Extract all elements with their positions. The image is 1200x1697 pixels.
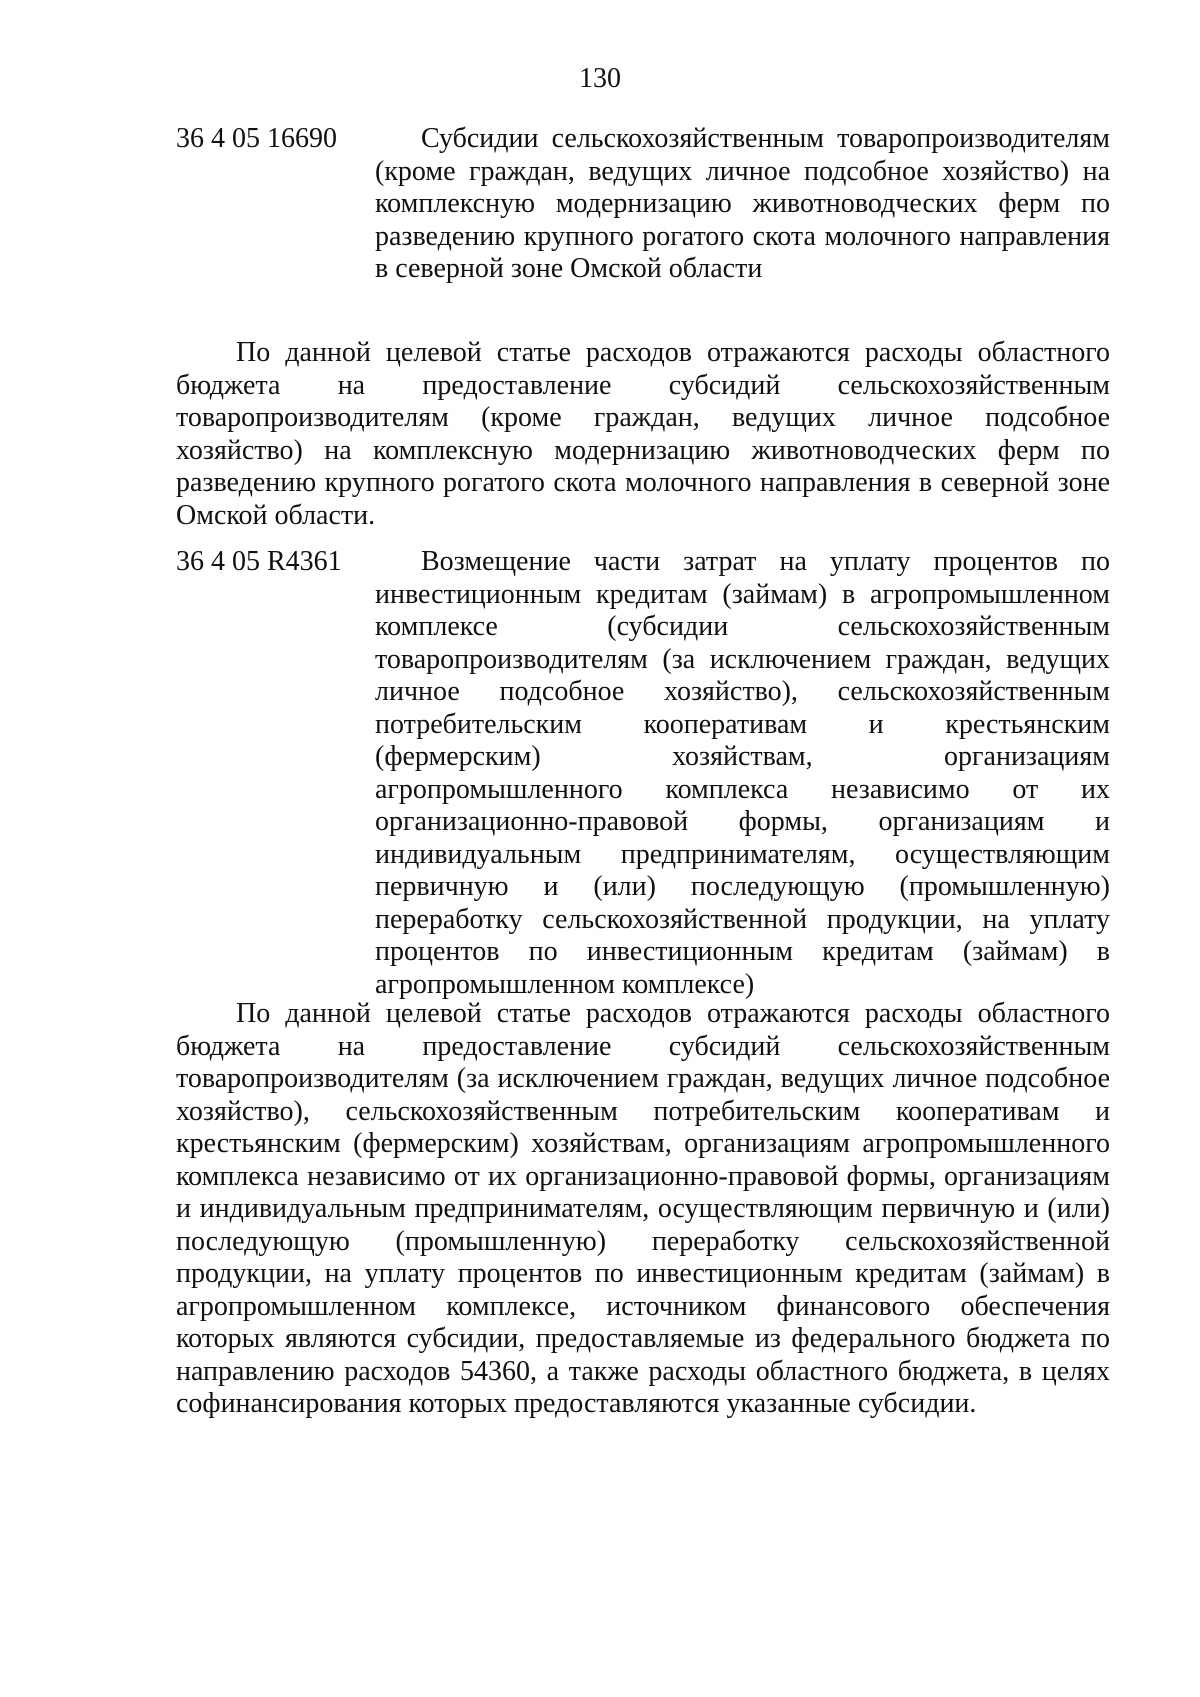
entry-code: 36 4 05 16690 — [176, 123, 337, 154]
entry-explanation-16690: По данной целевой статье расходов отражаются расходы областного бюджета на предоставление субсидий сельскохозяйственным товаропроизводителям (кроме граждан, ведущих личное подсобное хозяйство) на комплексную модернизацию животноводческих ферм по разведению крупного рогатого скота молочного направления в северной зоне Омской области. — [176, 337, 1110, 531]
entry-description: Возмещение части затрат на уплату процентов по инвестиционным кредитам (займам) в агропромышленном комплексе (субсидии сельскохозяйственным товаропроизводителям (за исключением граждан, ведущих личное подсобное хозяйство), сельскохозяйственным потребительским кооперативам и крестьянским (фермерским) хозяйствам, организациям агропромышленного комплекса независимо от их организационно-правовой формы, организациям и индивидуальным предпринимателям, осуществляющим первичную и (или) последующую (промышленную) переработку сельскохозяйственной продукции, на уплату процентов по инвестиционным кредитам (займам) в агропромышленном комплексе) — [375, 546, 1110, 1000]
entry-explanation-r4361: По данной целевой статье расходов отражаются расходы областного бюджета на предоставление субсидий сельскохозяйственным товаропроизводителям (за исключением граждан, ведущих личное подсобное хозяйство), сельскохозяйственным потребительским кооперативам и крестьянским (фермерским) хозяйствам, организациям агропромышленного комплекса независимо от их организационно-правовой формы, организациям и индивидуальным предпринимателям, осуществляющим первичную и (или) последующую (промышленную) переработку сельскохозяйственной продукции, на уплату процентов по инвестиционным кредитам (займам) в агропромышленном комплексе, источником финансового обеспечения которых являются субсидии, предоставляемые из федерального бюджета по направлению расходов 54360, а также расходы областного бюджета, в целях софинансирования которых предоставляются указанные субсидии. — [176, 998, 1110, 1419]
page-number: 130 — [579, 63, 621, 94]
entry-code: 36 4 05 R4361 — [176, 546, 342, 577]
entry-description: Субсидии сельскохозяйственным товаропроизводителям (кроме граждан, ведущих личное подсобное хозяйство) на комплексную модернизацию животноводческих ферм по разведению крупного рогатого скота молочного направления в северной зоне Омской области — [375, 123, 1110, 284]
